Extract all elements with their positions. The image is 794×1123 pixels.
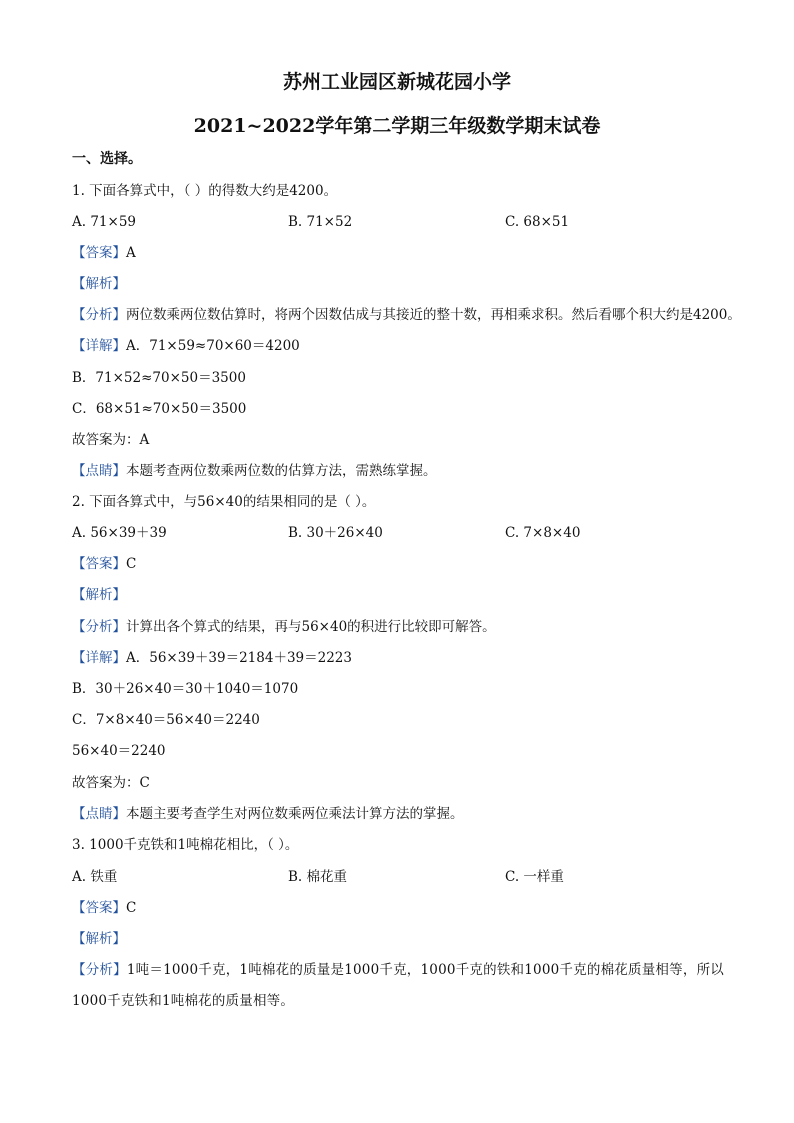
question-2-fenxi [72, 618, 496, 636]
exam-title: 2021~2022学年第二学期三年级数学期末试卷 [193, 115, 601, 137]
fenxi-tag: 【分析】 [72, 619, 126, 635]
answer-value: C [126, 556, 137, 572]
question-3-option-b: B. 棉花重 [288, 869, 348, 885]
dianjing-tag: 【点睛】 [72, 463, 126, 479]
question-1-option-c: C. 68×51 [505, 214, 570, 230]
xiangjie-tag: 【详解】 [72, 650, 126, 666]
question-3-stem: 3. 1000千克铁和1吨棉花相比，（ ）。 [72, 837, 299, 853]
xiangjie-tag: 【详解】 [72, 338, 126, 354]
answer-tag: 【答案】 [72, 900, 126, 916]
dianjing-text: 本题主要考查学生对两位数乘两位乘法计算方法的掌握。 [126, 806, 464, 822]
question-1-conclusion: 故答案为：A [72, 432, 150, 448]
question-1-xiangjie-line-c: C．68×51≈70×50＝3500 [72, 401, 247, 417]
school-title: 苏州工业园区新城花园小学 [282, 71, 511, 93]
question-2-xiangjie-line-d: 56×40＝2240 [72, 743, 166, 759]
answer-tag: 【答案】 [72, 245, 126, 261]
question-1-option-a: A. 71×59 [72, 214, 136, 230]
question-1-xiangjie [72, 337, 300, 355]
section-heading: 一、选择。 [72, 151, 142, 167]
fenxi-tag: 【分析】 [72, 962, 127, 978]
xiangjie-line: A．56×39＋39＝2184＋39＝2223 [126, 650, 352, 666]
question-2-conclusion: 故答案为：C [72, 775, 150, 791]
question-1-answer [72, 244, 136, 262]
dianjing-tag: 【点睛】 [72, 806, 126, 822]
question-2-dianjing [72, 805, 464, 823]
question-1-stem: 1. 下面各算式中，（ ）的得数大约是4200。 [72, 183, 338, 199]
question-2-stem: 2. 下面各算式中，与56×40的结果相同的是（ ）。 [72, 494, 376, 510]
question-1-option-b: B. 71×52 [288, 214, 353, 230]
question-2-option-a: A. 56×39＋39 [72, 525, 167, 541]
question-3-answer [72, 899, 136, 917]
question-1-fenxi [72, 306, 741, 324]
question-2-xiangjie [72, 649, 352, 667]
question-2-analysis-tag: 【解析】 [72, 587, 126, 603]
question-3-option-c: C. 一样重 [505, 869, 564, 885]
question-2-xiangjie-line-b: B．30＋26×40＝30＋1040＝1070 [72, 681, 299, 697]
fenxi-text: 计算出各个算式的结果，再与56×40的积进行比较即可解答。 [126, 619, 496, 635]
question-3-analysis-tag: 【解析】 [72, 931, 126, 947]
fenxi-tag: 【分析】 [72, 307, 126, 323]
fenxi-text: 两位数乘两位数估算时，将两个因数估成与其接近的整十数，再相乘求积。然后看哪个积大约是4200。 [126, 307, 741, 323]
question-1-dianjing [72, 462, 437, 480]
answer-value: A [126, 245, 136, 261]
question-2-xiangjie-line-c: C．7×8×40＝56×40＝2240 [72, 712, 260, 728]
question-3-fenxi [72, 955, 724, 1017]
answer-tag: 【答案】 [72, 556, 126, 572]
question-2-option-c: C. 7×8×40 [505, 525, 581, 541]
question-1-xiangjie-line-b: B．71×52≈70×50＝3500 [72, 370, 246, 386]
question-2-option-b: B. 30＋26×40 [288, 525, 383, 541]
question-3-option-a: A. 铁重 [72, 869, 118, 885]
dianjing-text: 本题考查两位数乘两位数的估算方法，需熟练掌握。 [126, 463, 437, 479]
answer-value: C [126, 900, 137, 916]
question-2-answer [72, 555, 136, 573]
fenxi-text: 1吨＝1000千克，1吨棉花的质量是1000千克，1000千克的铁和1000千克的棉花质量相等，所以1000千克铁和1吨棉花的质量相等。 [72, 962, 724, 1009]
xiangjie-line: A．71×59≈70×60＝4200 [126, 338, 300, 354]
question-1-analysis-tag: 【解析】 [72, 276, 126, 292]
